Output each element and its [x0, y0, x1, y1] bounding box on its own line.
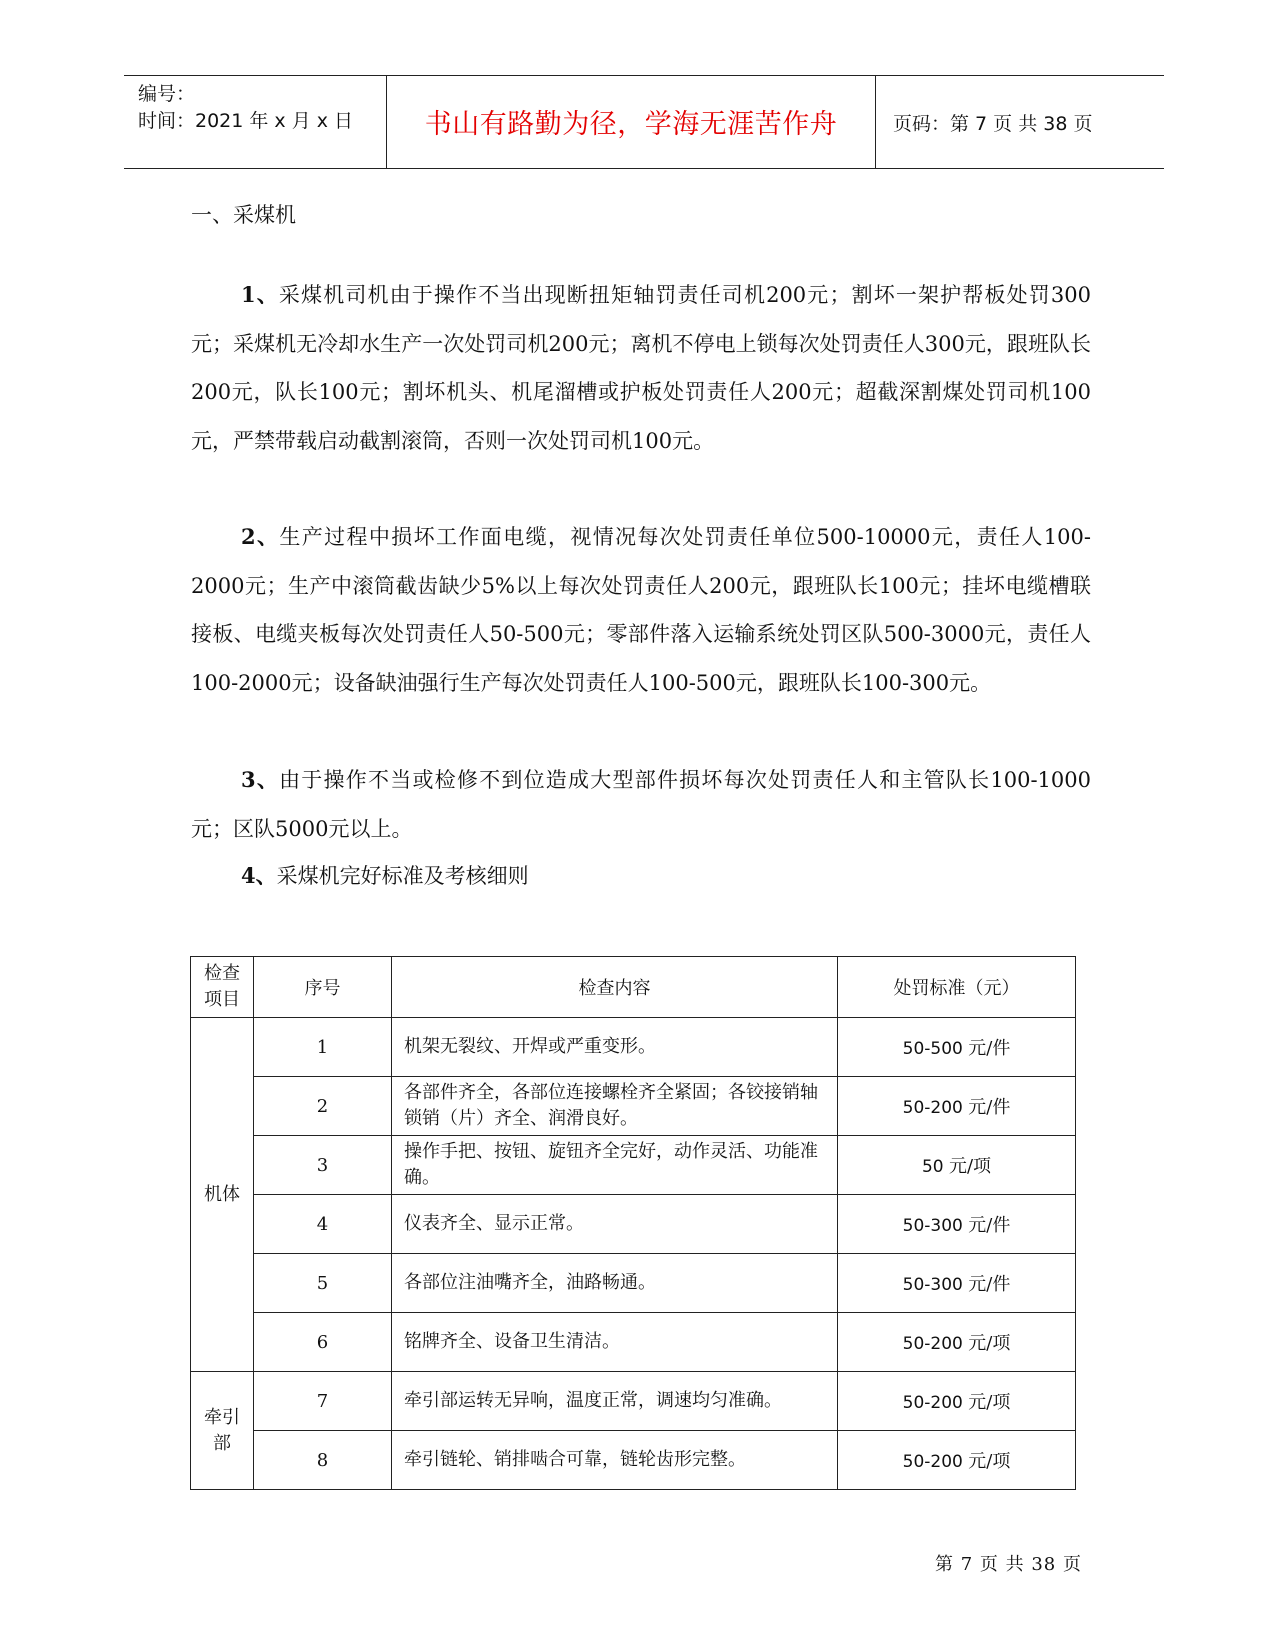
- paragraph-number: 2、: [241, 524, 280, 549]
- penalty-unit: 元/件: [968, 1097, 1011, 1118]
- penalty-cell: [838, 1018, 1076, 1077]
- table-row: [191, 1313, 1076, 1372]
- paragraph-text: 采煤机完好标准及考核细则: [276, 864, 529, 888]
- penalty-value: 50-300: [902, 1216, 963, 1236]
- content-cell: 各部件齐全，各部位连接螺栓齐全紧固；各铰接销轴锁销（片）齐全、润滑良好。: [392, 1077, 838, 1136]
- header-check-item: [191, 957, 254, 1018]
- penalty-value: 50-200: [902, 1334, 963, 1354]
- penalty-unit: 元/项: [948, 1156, 992, 1177]
- penalty-unit: 元/项: [968, 1451, 1011, 1472]
- header-seq: 序号: [254, 957, 392, 1018]
- content-cell: 操作手把、按钮、旋钮齐全完好，动作灵活、功能准确。: [392, 1136, 838, 1195]
- penalty-unit: 元/件: [968, 1038, 1011, 1059]
- seq-cell: 5: [254, 1254, 392, 1313]
- penalty-cell: [838, 1254, 1076, 1313]
- paragraph-2: [191, 513, 1091, 707]
- category-cell: 机体: [191, 1018, 254, 1372]
- doc-number-label: 编号：: [138, 83, 196, 105]
- doc-time-label: 时间：2021 年 x 月 x 日: [138, 110, 354, 132]
- header-meta: [124, 76, 386, 168]
- table-row: [191, 1254, 1076, 1313]
- paragraph-number: 1、: [241, 282, 279, 307]
- penalty-cell: [838, 1195, 1076, 1254]
- page-info: 页码：第 7 页 共 38 页: [893, 113, 1093, 135]
- penalty-unit: 元/项: [968, 1392, 1011, 1413]
- penalty-value: 50-200: [902, 1098, 963, 1118]
- penalty-cell: [838, 1431, 1076, 1490]
- penalty-cell: [838, 1077, 1076, 1136]
- content-cell: 机架无裂纹、开焊或严重变形。: [392, 1018, 838, 1077]
- section-title: 一、采煤机: [191, 203, 296, 227]
- header-page-cell: [875, 76, 1164, 168]
- table-row: [191, 1431, 1076, 1490]
- seq-cell: 8: [254, 1431, 392, 1490]
- table-row: [191, 1372, 1076, 1431]
- paragraph-number: 3、: [241, 767, 280, 792]
- seq-cell: 2: [254, 1077, 392, 1136]
- penalty-unit: 元/件: [968, 1215, 1011, 1236]
- paragraph-1: [191, 271, 1091, 465]
- content-cell: 牵引链轮、销排啮合可靠，链轮齿形完整。: [392, 1431, 838, 1490]
- penalty-cell: [838, 1313, 1076, 1372]
- category-cell: 牵引部: [191, 1372, 254, 1490]
- motto: 书山有路勤为径，学海无涯苦作舟: [424, 109, 838, 140]
- seq-cell: 6: [254, 1313, 392, 1372]
- page-header: [124, 75, 1164, 169]
- header-content: 检查内容: [392, 957, 838, 1018]
- content-cell: 各部位注油嘴齐全，油路畅通。: [392, 1254, 838, 1313]
- header-check-item-text: 检查项目: [204, 963, 240, 1010]
- penalty-cell: [838, 1136, 1076, 1195]
- penalty-value: 50: [921, 1157, 944, 1177]
- paragraph-text: 采煤机司机由于操作不当出现断扭矩轴罚责任司机200元；割坏一架护帮板处罚300元；采煤机无冷却水生产一次处罚司机200元；离机不停电上锁每次处罚责任人300元，跟班队长200元，队长100元；割坏机头、机尾溜槽或护板处罚责任人200元；超截深割煤处罚司机100元，严禁带载启动截割滚筒，否则一次处罚司机100元。: [191, 283, 1091, 453]
- penalty-value: 50-500: [902, 1039, 963, 1059]
- header-motto-cell: [386, 76, 876, 168]
- paragraph-4: [191, 852, 1091, 901]
- table-row: [191, 1077, 1076, 1136]
- seq-cell: 4: [254, 1195, 392, 1254]
- paragraph-3: [191, 756, 1091, 853]
- header-penalty: 处罚标准（元）: [838, 957, 1076, 1018]
- table-row: [191, 1195, 1076, 1254]
- paragraph-text: 由于操作不当或检修不到位造成大型部件损坏每次处罚责任人和主管队长100-1000元；区队5000元以上。: [191, 768, 1091, 841]
- penalty-value: 50-300: [902, 1275, 963, 1295]
- content-cell: 牵引部运转无异响，温度正常，调速均匀准确。: [392, 1372, 838, 1431]
- content-cell: 铭牌齐全、设备卫生清洁。: [392, 1313, 838, 1372]
- penalty-unit: 元/件: [968, 1274, 1011, 1295]
- seq-cell: 3: [254, 1136, 392, 1195]
- content-cell: 仪表齐全、显示正常。: [392, 1195, 838, 1254]
- seq-cell: 1: [254, 1018, 392, 1077]
- penalty-unit: 元/项: [968, 1333, 1011, 1354]
- table-header-row: [191, 957, 1076, 1018]
- penalty-cell: [838, 1372, 1076, 1431]
- inspection-table: [190, 956, 1076, 1490]
- seq-cell: 7: [254, 1372, 392, 1431]
- page-footer: 第 7 页 共 38 页: [935, 1554, 1082, 1575]
- paragraph-number: 4、: [241, 863, 277, 888]
- penalty-value: 50-200: [902, 1452, 963, 1472]
- penalty-value: 50-200: [902, 1393, 963, 1413]
- table-row: [191, 1018, 1076, 1077]
- table-row: [191, 1136, 1076, 1195]
- paragraph-text: 生产过程中损坏工作面电缆，视情况每次处罚责任单位500-10000元，责任人100-2000元；生产中滚筒截齿缺少5%以上每次处罚责任人200元，跟班队长100元；挂坏电缆槽联接板、电缆夹板每次处罚责任人50-500元；零部件落入运输系统处罚区队500-3000元，责任人100-2000元；设备缺油强行生产每次处罚责任人100-500元，跟班队长100-300元。: [191, 525, 1091, 695]
